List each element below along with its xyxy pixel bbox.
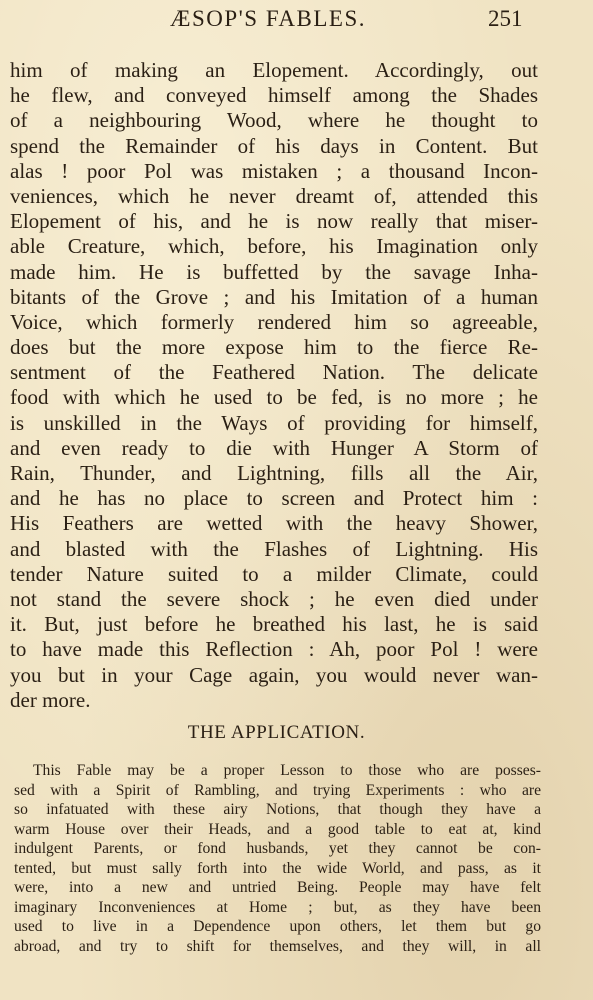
text-line: does but the more expose him to the fierce Re- xyxy=(10,335,538,360)
text-line: food with which he used to be fed, is no more ; he xyxy=(10,385,538,410)
text-line: and even ready to die with Hunger A Storm of xyxy=(10,435,538,460)
text-line: of a neighbouring Wood, where he thought to xyxy=(10,108,538,133)
text-line: you but in your Cage again, you would never wan- xyxy=(10,662,538,687)
text-line: made him. He is buffetted by the savage Inha- xyxy=(10,259,538,284)
text-line: der more. xyxy=(10,687,91,712)
text-line: alas ! poor Pol was mistaken ; a thousand Incon- xyxy=(10,158,538,183)
text-line: and he has no place to screen and Protect him : xyxy=(10,486,538,511)
text-line: to have made this Reflection : Ah, poor Pol ! were xyxy=(10,637,538,662)
page-number: 251 xyxy=(488,6,523,31)
text-line: is unskilled in the Ways of providing for himself, xyxy=(10,410,538,435)
text-line: Voice, which formerly rendered him so agreeable, xyxy=(10,309,538,334)
page-header xyxy=(0,4,593,34)
text-line: it. But, just before he breathed his last, he is said xyxy=(10,612,538,637)
text-line: not stand the severe shock ; he even died under xyxy=(10,586,538,611)
application-line: sed with a Spirit of Rambling, and trying Experiments : who are xyxy=(14,781,541,799)
text-line: spend the Remainder of his days in Content. But xyxy=(10,133,538,158)
fable-text xyxy=(10,58,538,713)
text-line: bitants of the Grove ; and his Imitation of a human xyxy=(10,284,538,309)
text-line: sentment of the Feathered Nation. The delicate xyxy=(10,360,538,385)
text-line: tender Nature suited to a milder Climate, could xyxy=(10,561,538,586)
application-heading: THE APPLICATION. xyxy=(187,722,366,743)
text-line: Rain, Thunder, and Lightning, fills all the Air, xyxy=(10,461,538,485)
application-line: warm House over their Heads, and a good table to eat at, kind xyxy=(14,820,541,838)
text-line: His Feathers are wetted with the heavy Shower, xyxy=(10,511,538,536)
text-line: able Creature, which, before, his Imagination only xyxy=(10,234,538,259)
application-line: were, into a new and untried Being. People may have felt xyxy=(14,879,541,896)
application-line: imaginary Inconveniences at Home ; but, as they have been xyxy=(14,898,541,916)
application-line: This Fable may be a proper Lesson to those who are posses- xyxy=(33,762,541,779)
text-line: he flew, and conveyed himself among the Shades xyxy=(10,83,538,108)
text-line: veniences, which he never dreamt of, attended this xyxy=(10,183,538,208)
application-line: indulgent Parents, or fond husbands, yet they cannot be con- xyxy=(14,840,541,857)
text-line: him of making an Elopement. Accordingly, out xyxy=(10,58,538,82)
application-line: used to live in a Dependence upon others, let them but go xyxy=(14,918,541,935)
text-line: and blasted with the Flashes of Lightning. His xyxy=(10,536,538,561)
text-line: Elopement of his, and he is now really that miser- xyxy=(10,209,538,234)
application-line: so infatuated with these airy Notions, that though they have a xyxy=(14,801,541,818)
application-line: abroad, and try to shift for themselves, and they will, in all xyxy=(14,937,541,955)
application-text xyxy=(14,761,541,956)
application-line: tented, but must sally forth into the wide World, and pass, as it xyxy=(14,859,541,877)
running-head: ÆSOP'S FABLES. xyxy=(170,6,367,31)
